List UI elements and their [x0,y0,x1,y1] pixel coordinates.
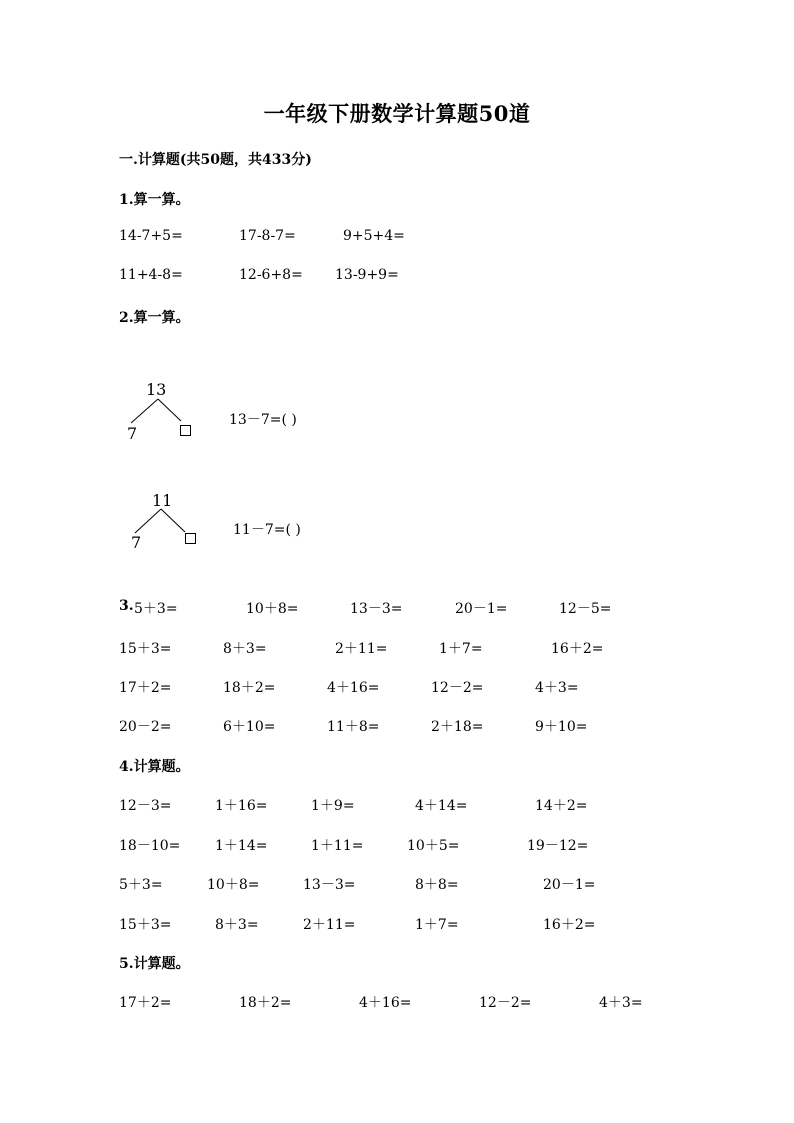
answer-box[interactable] [180,425,191,436]
equation: 13－3= [303,877,356,893]
answer-box[interactable] [185,533,196,544]
equation: 11－7=( ) [233,522,301,538]
equation: 1＋7= [439,641,483,657]
equation: 4＋16= [327,680,380,696]
equation: 20－1= [543,877,596,893]
equation: 14-7+5= [119,228,183,244]
equation: 1＋7= [415,917,459,933]
equation: 10＋5= [407,838,460,854]
equation: 9+5+4= [343,228,405,244]
equation: 8＋8= [415,877,459,893]
equation: 17＋2= [119,680,172,696]
equation: 13-9+9= [335,267,399,283]
section-heading: 一.计算题(共50题，共433分) [119,152,312,168]
q1-heading: 1.算一算。 [119,192,190,208]
equation: 13－7=( ) [229,412,297,428]
equation: 18－10= [119,838,181,854]
equation: 10＋8= [246,601,299,617]
equation: 5＋3= [119,877,163,893]
equation: 16＋2= [551,641,604,657]
equation: 12-6+8= [239,267,303,283]
equation: 18＋2= [223,680,276,696]
bond-part: 7 [127,424,138,443]
equation: 20－2= [119,719,172,735]
equation: 12－3= [119,798,172,814]
equation: 4＋14= [415,798,468,814]
equation: 12－2= [431,680,484,696]
q5-heading: 5.计算题。 [119,956,190,972]
equation: 1＋11= [311,838,364,854]
q3-number: 3. [119,598,134,614]
equation: 19－12= [527,838,589,854]
equation: 4＋16= [359,995,412,1011]
equation: 15＋3= [119,917,172,933]
equation: 1＋9= [311,798,355,814]
equation: 17-8-7= [239,228,296,244]
number-bond-diagram [127,491,217,561]
equation: 2＋11= [335,641,388,657]
equation: 17＋2= [119,995,172,1011]
equation: 8＋3= [215,917,259,933]
equation: 12－2= [479,995,532,1011]
q2-heading: 2.算一算。 [119,310,190,326]
equation: 4＋3= [535,680,579,696]
equation: 12－5= [559,601,612,617]
bond-whole: 13 [146,380,167,399]
equation: 14＋2= [535,798,588,814]
equation: 9＋10= [535,719,588,735]
q4-heading: 4.计算题。 [119,759,190,775]
equation: 4＋3= [599,995,643,1011]
equation: 2＋18= [431,719,484,735]
equation: 16＋2= [543,917,596,933]
equation: 5＋3= [134,601,178,617]
equation: 10＋8= [207,877,260,893]
equation: 15＋3= [119,641,172,657]
equation: 1＋14= [215,838,268,854]
equation: 8＋3= [223,641,267,657]
equation: 11+4-8= [119,267,183,283]
equation: 13－3= [350,601,403,617]
page-title: 一年级下册数学计算题50道 [263,101,531,126]
equation: 20－1= [455,601,508,617]
bond-whole: 11 [152,491,173,510]
number-bond-diagram [122,380,212,450]
equation: 2＋11= [303,917,356,933]
equation: 1＋16= [215,798,268,814]
equation: 11＋8= [327,719,380,735]
equation: 18＋2= [239,995,292,1011]
bond-part: 7 [131,533,142,552]
equation: 6＋10= [223,719,276,735]
